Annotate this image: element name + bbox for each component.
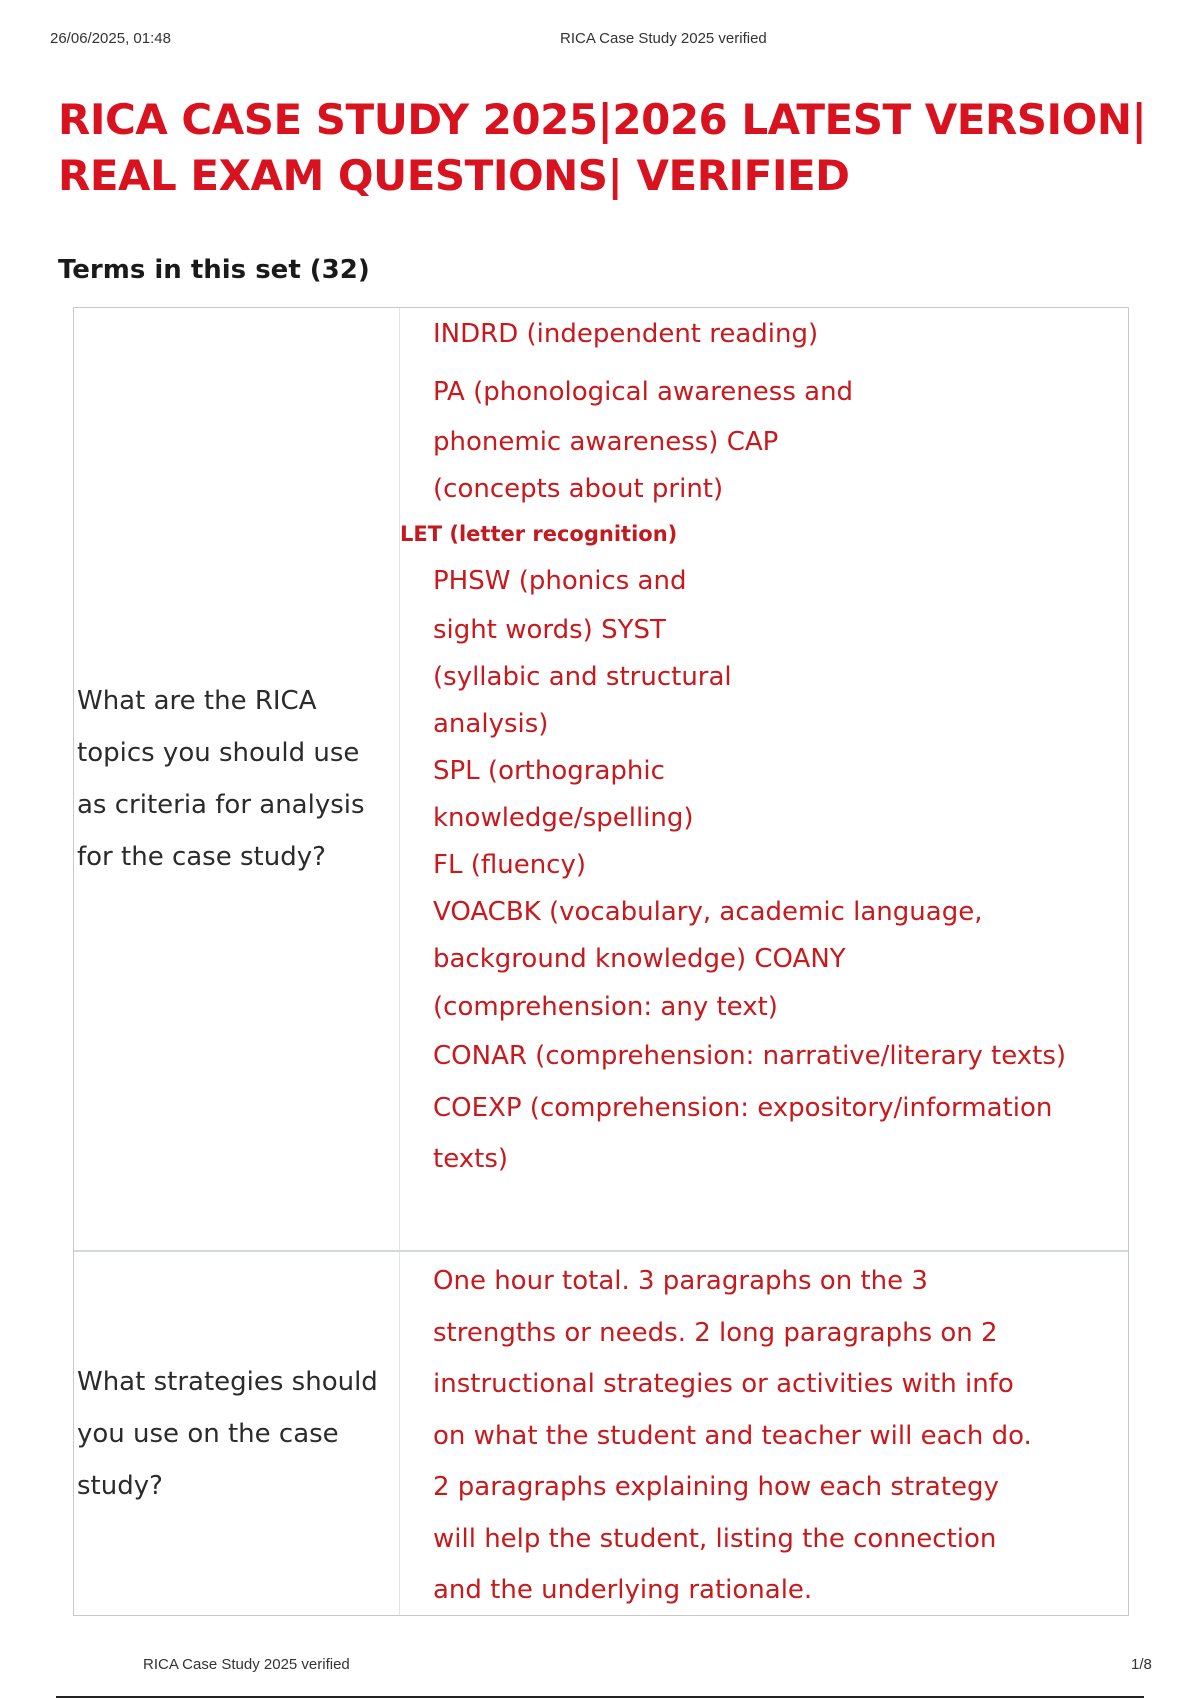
flashcard-row xyxy=(74,1252,1128,1615)
terms-count-heading: Terms in this set (32) xyxy=(58,255,370,285)
definition-cell xyxy=(400,308,1128,1250)
term-line: as criteria for analysis xyxy=(77,790,365,820)
definition-line: FL (fluency) xyxy=(433,849,587,880)
term-line: topics you should use xyxy=(77,738,360,768)
definition-line: will help the student, listing the connection xyxy=(433,1523,997,1554)
term-line: you use on the case xyxy=(77,1418,339,1449)
page-title xyxy=(58,92,1148,204)
flashcard-row xyxy=(74,308,1128,1252)
term-line: What strategies should xyxy=(77,1366,378,1397)
definition-line: knowledge/spelling) xyxy=(433,802,694,833)
definition-line: CONAR (comprehension: narrative/literary texts) xyxy=(433,1040,1067,1071)
term-text xyxy=(77,675,365,883)
definition-line: LET (letter recognition) xyxy=(400,521,678,546)
definition-line: VOACBK (vocabulary, academic language, xyxy=(433,896,983,927)
definition-line: on what the student and teacher will each do. xyxy=(433,1420,1032,1451)
definition-cell xyxy=(400,1252,1128,1615)
footer-divider xyxy=(56,1696,1144,1698)
definition-line: COEXP (comprehension: expository/information xyxy=(433,1092,1053,1123)
term-line: What are the RICA xyxy=(77,686,317,716)
definition-line: SPL (orthographic xyxy=(433,755,665,786)
definition-line: PHSW (phonics and xyxy=(433,565,687,596)
definition-line: PA (phonological awareness and xyxy=(433,377,854,407)
print-header xyxy=(50,30,1150,54)
footer-document-title: RICA Case Study 2025 verified xyxy=(143,1656,350,1673)
print-datetime: 26/06/2025, 01:48 xyxy=(50,30,171,47)
definition-line: (syllabic and structural xyxy=(433,661,732,692)
term-cell xyxy=(74,1252,400,1615)
definition-line: 2 paragraphs explaining how each strategy xyxy=(433,1472,999,1502)
definition-line: (concepts about print) xyxy=(433,473,724,504)
term-line: for the case study? xyxy=(77,842,326,872)
definition-line: phonemic awareness) CAP xyxy=(433,426,779,457)
print-document-title: RICA Case Study 2025 verified xyxy=(560,30,767,47)
definition-line: and the underlying rationale. xyxy=(433,1575,813,1605)
definition-line: One hour total. 3 paragraphs on the 3 xyxy=(433,1266,928,1296)
definition-line: INDRD (independent reading) xyxy=(433,319,819,349)
definition-line: texts) xyxy=(433,1143,509,1174)
definition-line: instructional strategies or activities with info xyxy=(433,1369,1014,1399)
definition-line: strengths or needs. 2 long paragraphs on 2 xyxy=(433,1317,998,1348)
page-title-line-1: RICA CASE STUDY 2025|2026 LATEST VERSION| xyxy=(58,95,1147,144)
page-title-line-2: REAL EXAM QUESTIONS| VERIFIED xyxy=(58,151,850,200)
definition-line: background knowledge) COANY xyxy=(433,943,846,974)
definition-line: sight words) SYST xyxy=(433,614,666,645)
term-line: study? xyxy=(77,1470,163,1501)
definition-line: (comprehension: any text) xyxy=(433,991,778,1022)
definition-line: analysis) xyxy=(433,708,549,739)
term-text xyxy=(77,1356,378,1512)
print-footer xyxy=(0,1652,1200,1682)
term-cell xyxy=(74,308,400,1250)
flashcard-table xyxy=(73,307,1129,1616)
page-number: 1/8 xyxy=(1131,1656,1152,1673)
